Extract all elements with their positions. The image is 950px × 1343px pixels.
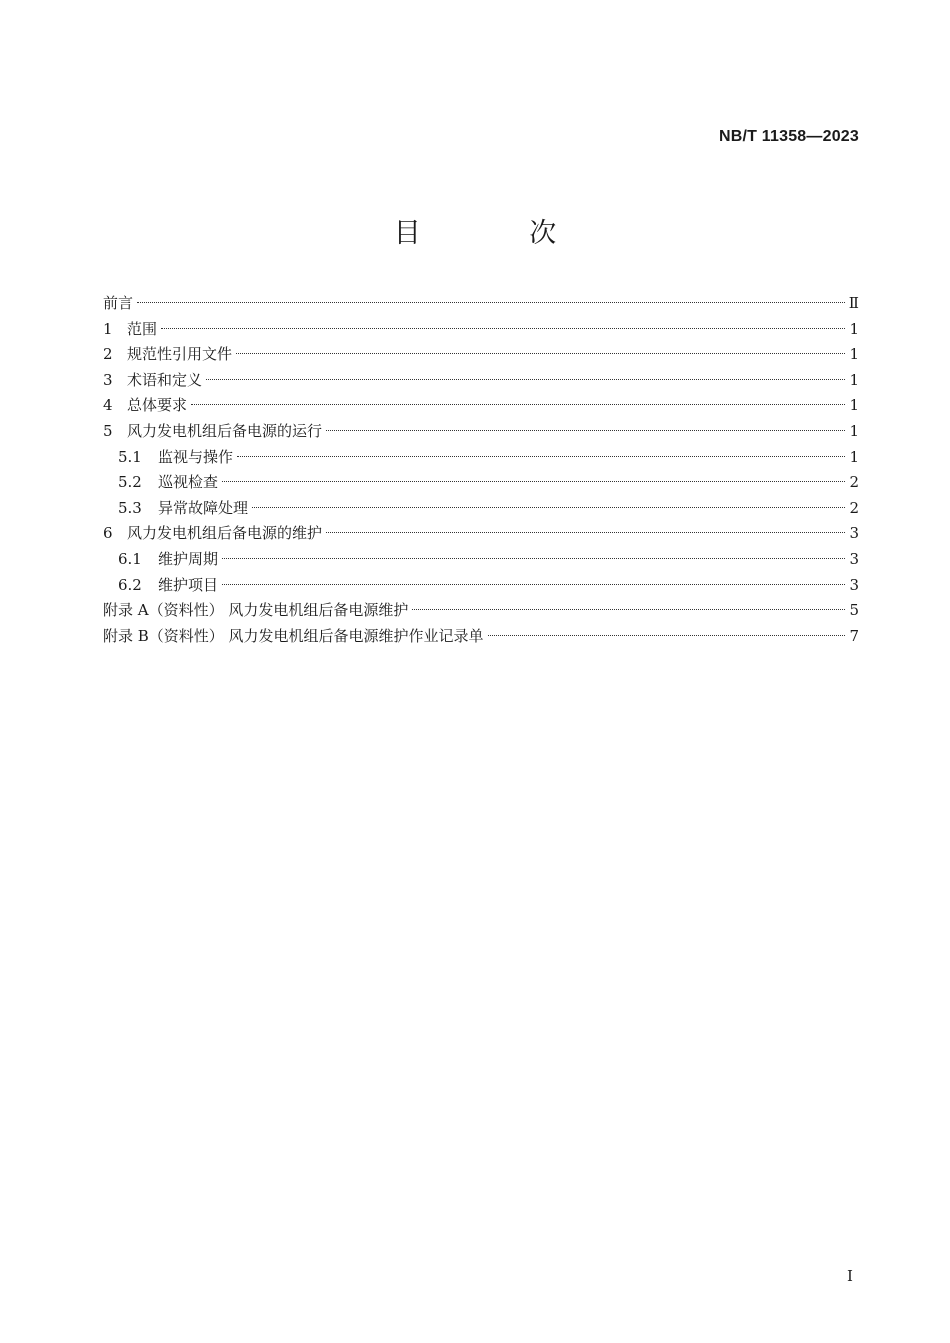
toc-entry[interactable] [103, 368, 859, 394]
toc-entry-label: 总体要求 [127, 396, 188, 415]
toc-entry-label: 维护周期 [158, 549, 219, 568]
toc-leader-dots [222, 481, 845, 482]
toc-entry-number: 6.1 [118, 549, 142, 568]
toc-entry-label: 范围 [127, 319, 158, 338]
toc-entry[interactable] [103, 291, 859, 317]
toc-entry-page: 1 [849, 370, 859, 389]
toc-entry-page: 1 [849, 396, 859, 415]
toc-entry[interactable] [103, 342, 859, 368]
toc-entry-page: 7 [849, 626, 859, 645]
toc-entry[interactable] [103, 624, 859, 650]
toc-leader-dots [488, 635, 846, 636]
toc-entry-page: 1 [849, 319, 859, 338]
toc-entry[interactable] [103, 547, 859, 573]
toc-leader-dots [206, 379, 845, 380]
toc-entry-page: 2 [849, 498, 859, 517]
toc-entry-label: 风力发电机组后备电源的维护 [127, 524, 323, 543]
toc-entry-page: 1 [849, 345, 859, 364]
toc-entry-label: 规范性引用文件 [127, 345, 233, 364]
toc-entry-page: 3 [849, 524, 859, 543]
toc-entry-label: 巡视检查 [158, 473, 219, 492]
toc-entry-label: 前言 [103, 294, 134, 312]
toc-entry-label: 附录 B（资料性） 风力发电机组后备电源维护作业记录单 [103, 626, 484, 645]
toc-entry-number: 5.2 [118, 473, 142, 492]
toc-entry-page: 1 [849, 447, 859, 466]
table-of-contents [103, 291, 859, 649]
toc-entry[interactable] [103, 470, 859, 496]
toc-entry[interactable] [103, 598, 859, 624]
toc-entry-page: 3 [849, 549, 859, 568]
toc-entry-page: 3 [849, 575, 859, 594]
toc-entry[interactable] [103, 317, 859, 343]
toc-leader-dots [137, 302, 845, 303]
toc-leader-dots [161, 328, 845, 329]
toc-leader-dots [236, 353, 845, 354]
toc-entry-label: 异常故障处理 [158, 498, 249, 517]
toc-entry-number: 5.3 [118, 498, 142, 517]
toc-entry-number: 6.2 [118, 575, 142, 594]
toc-entry-label: 术语和定义 [127, 370, 203, 389]
toc-entry-label: 维护项目 [158, 575, 219, 594]
toc-entry-label: 附录 A（资料性） 风力发电机组后备电源维护 [103, 601, 409, 620]
toc-entry[interactable] [103, 419, 859, 445]
toc-entry-number: 1 [103, 319, 113, 338]
toc-leader-dots [237, 456, 845, 457]
toc-entry-number: 2 [103, 345, 113, 364]
toc-entry[interactable] [103, 573, 859, 599]
toc-entry[interactable] [103, 393, 859, 419]
toc-leader-dots [222, 584, 845, 585]
toc-entry-page: Ⅱ [848, 294, 859, 312]
toc-entry-page: 1 [849, 421, 859, 440]
toc-entry-label: 监视与操作 [158, 447, 234, 466]
toc-entry-label: 风力发电机组后备电源的运行 [127, 421, 323, 440]
toc-leader-dots [326, 430, 845, 431]
toc-entry-number: 5.1 [118, 447, 142, 466]
toc-entry-number: 5 [103, 421, 113, 440]
standard-code: NB/T 11358—2023 [719, 128, 859, 145]
toc-leader-dots [412, 609, 845, 610]
page-number: I [847, 1267, 853, 1285]
toc-entry-page: 5 [849, 601, 859, 620]
toc-entry-number: 4 [103, 396, 113, 415]
toc-leader-dots [326, 532, 845, 533]
toc-entry-number: 6 [103, 524, 113, 543]
toc-entry-number: 3 [103, 370, 113, 389]
page-title: 目 次 [393, 218, 607, 249]
toc-entry-page: 2 [849, 473, 859, 492]
toc-entry[interactable] [103, 521, 859, 547]
toc-entry[interactable] [103, 445, 859, 471]
toc-leader-dots [191, 404, 845, 405]
toc-leader-dots [222, 558, 845, 559]
toc-entry[interactable] [103, 496, 859, 522]
toc-leader-dots [252, 507, 845, 508]
